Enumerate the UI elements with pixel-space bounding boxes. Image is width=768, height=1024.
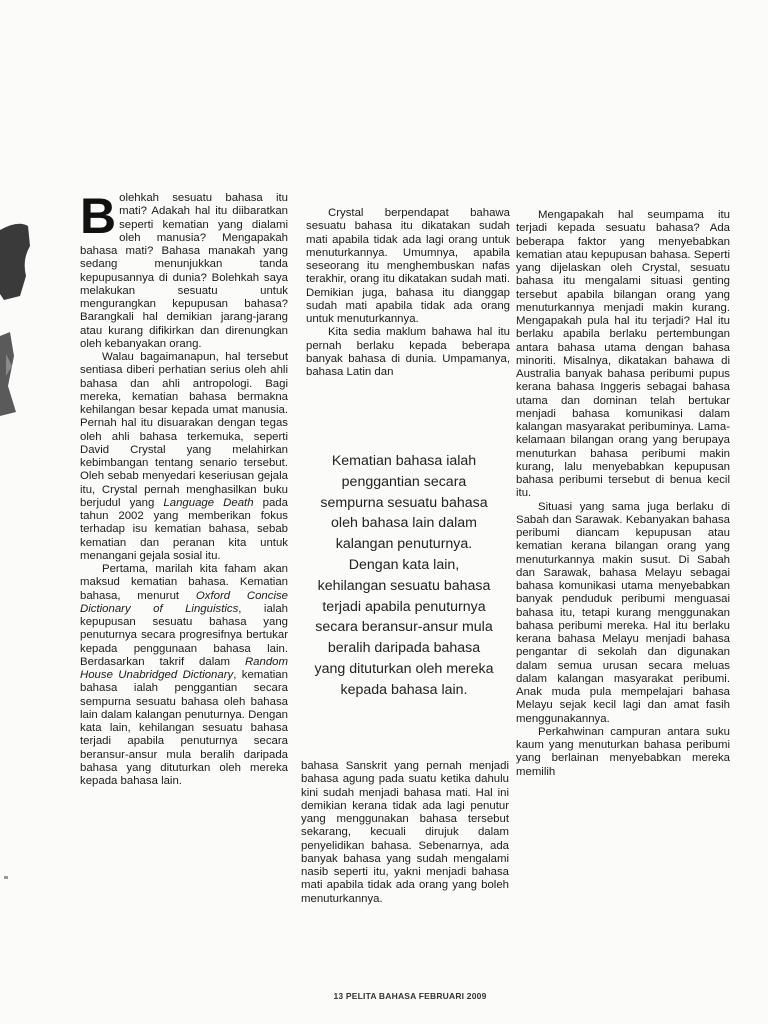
book-title: Language Death	[163, 496, 254, 509]
scan-speck	[4, 876, 8, 879]
paragraph: Crystal berpendapat bahawa sesuatu bahasa itu dikatakan sudah mati apabila tidak ada lagi orang untuk menuturkannya. Umumnya, apabila seseorang itu menghembuskan nafas terakhir, orang itu dikatakan sudah mati. Demikian juga, bahasa itu dianggap sudah mati apabila tidak ada orang untuk menuturkannya.	[306, 207, 510, 325]
article-column-3	[516, 209, 730, 779]
paragraph: Perkahwinan campuran antara suku kaum yang menuturkan bahasa peribumi yang berlainan menyebabkan mereka memilih	[516, 725, 730, 778]
pull-quote: Kematian bahasa ialah penggantian secara sempurna sesuatu bahasa oleh bahasa lain dalam kalangan penuturnya. Dengan kata lain, kehilangan sesuatu bahasa terjadi apabila penuturnya secara beransur-ansur mula beralih daripada bahasa yang dituturkan oleh mereka kepada bahasa lain.	[314, 453, 494, 698]
paragraph: Mengapakah hal seumpama itu terjadi kepada sesuatu bahasa? Ada beberapa faktor yang menyebabkan kematian atau kepupusan bahasa. Seperti yang dijelaskan oleh Crystal, sesuatu bahasa itu mengalami situasi genting tersebut apabila bilangan orang yang menuturkannya menjadi makin kurang. Mengapakah pula hal itu terjadi? Hal itu berlaku apabila berlaku pertembungan antara bahasa utama dengan bahasa minoriti. Misalnya, dikatakan bahawa di Australia banyak bahasa peribumi pupus kerana bahasa Inggeris sebagai bahasa utama dan dominan telah bertukar menjadi bahasa komunikasi dalam kalangan masyarakat peribuminya. Lama-kelamaan bilangan orang yang berupaya menuturkan bahasa peribumi makin kurang, lalu menyebabkan kepupusan bahasa peribumi tersebut di benua kecil itu.	[516, 209, 730, 500]
paragraph-intro: Bolehkah sesuatu bahasa itu mati? Adakah hal itu diibaratkan seperti kematian yang dialami oleh manusia? Mengapakah bahasa mati? Bahasa manakah yang sedang menunjukkan tanda kepupusannya di dunia? Bolehkah saya melakukan sesuatu untuk mengurangkan kepupusan bahasa? Barangkali hal demikian jarang-jarang atau kurang difikirkan dan direnungkan oleh kebanyakan orang.	[80, 188, 288, 350]
paragraph: Pertama, marilah kita faham akan maksud kematian bahasa. Kematian bahasa, menurut Oxford Concise Dictionary of Linguistics, ialah kepupusan sesuatu bahasa yang penuturnya secara progresifnya bertukar kepada penggunaan bahasa lain. Berdasarkan takrif dalam Random House Unabridged Dictionary, kematian bahasa ialah penggantian secara sempurna sesuatu bahasa oleh bahasa lain dalam kalangan penuturnya. Dengan kata lain, kehilangan sesuatu bahasa terjadi apabila penuturnya secara beransur-ansur mula beralih daripada bahasa yang dituturkan oleh mereka kepada bahasa lain.	[80, 563, 289, 787]
article-column-1	[80, 188, 289, 788]
reference-title: Random House Unabridged Dictionary	[80, 655, 289, 681]
page-footer: 13 PELITA BAHASA FEBRUARI 2009	[333, 991, 487, 1001]
article-column-2-bottom	[301, 760, 509, 906]
adjacent-page-image-fragment	[0, 216, 30, 416]
reference-title: Oxford Concise Dictionary of Linguistics	[80, 589, 288, 615]
drop-cap: B	[80, 188, 117, 244]
paragraph: Situasi yang sama juga berlaku di Sabah dan Sarawak. Kebanyakan bahasa peribumi diancam kepupusan atau kematian kerana bilangan orang yang menuturkannya makin susut. Di Sabah dan Sarawak, bahasa Melayu sebagai bahasa komunikasi utama menyebabkan banyak penduduk peribumi menguasai bahasa itu, tetapi kurang menggunakan bahasa peribumi mereka. Hal itu berlaku kerana bahasa Melayu menjadi bahasa pengantar di sekolah dan digunakan dalam semua urusan secara meluas dalam kalangan masyarakat peribumi. Anak muda pula mempelajari bahasa Melayu sejak kecil lagi dan amat fasih menggunakannya.	[516, 500, 730, 725]
article-column-2-top	[306, 207, 510, 379]
paragraph: Kita sedia maklum bahawa hal itu pernah berlaku kepada beberapa banyak bahasa di dunia. Umpamanya, bahasa Latin dan	[306, 326, 510, 378]
paragraph: Walau bagaimanapun, hal tersebut sentiasa diberi perhatian serius oleh ahli bahasa dan ahli antropologi. Bagi mereka, kematian bahasa bermakna kehilangan besar kepada umat manusia. Pernah hal itu disuarakan dengan tegas oleh ahli bahasa terkemuka, seperti David Crystal yang melahirkan kebimbangan tentang senario tersebut. Oleh sebab menyedari keseriusan gejala itu, Crystal pernah menghasilkan buku berjudul yang Language Death pada tahun 2002 yang memberikan fokus terhadap isu kematian bahasa, sebab kematian dan peranan kita untuk menangani gejala sosial itu.	[80, 351, 288, 562]
paragraph: bahasa Sanskrit yang pernah menjadi bahasa agung pada suatu ketika dahulu kini sudah menjadi bahasa mati. Hal ini demikian kerana tidak ada lagi penutur yang menggunakan bahasa tersebut sekarang, kecuali dirujuk dalam penyelidikan bahasa. Sebenarnya, ada banyak bahasa yang sudah mengalami nasib seperti itu, yakni menjadi bahasa mati apabila tidak ada orang yang boleh menuturkannya.	[301, 760, 509, 905]
